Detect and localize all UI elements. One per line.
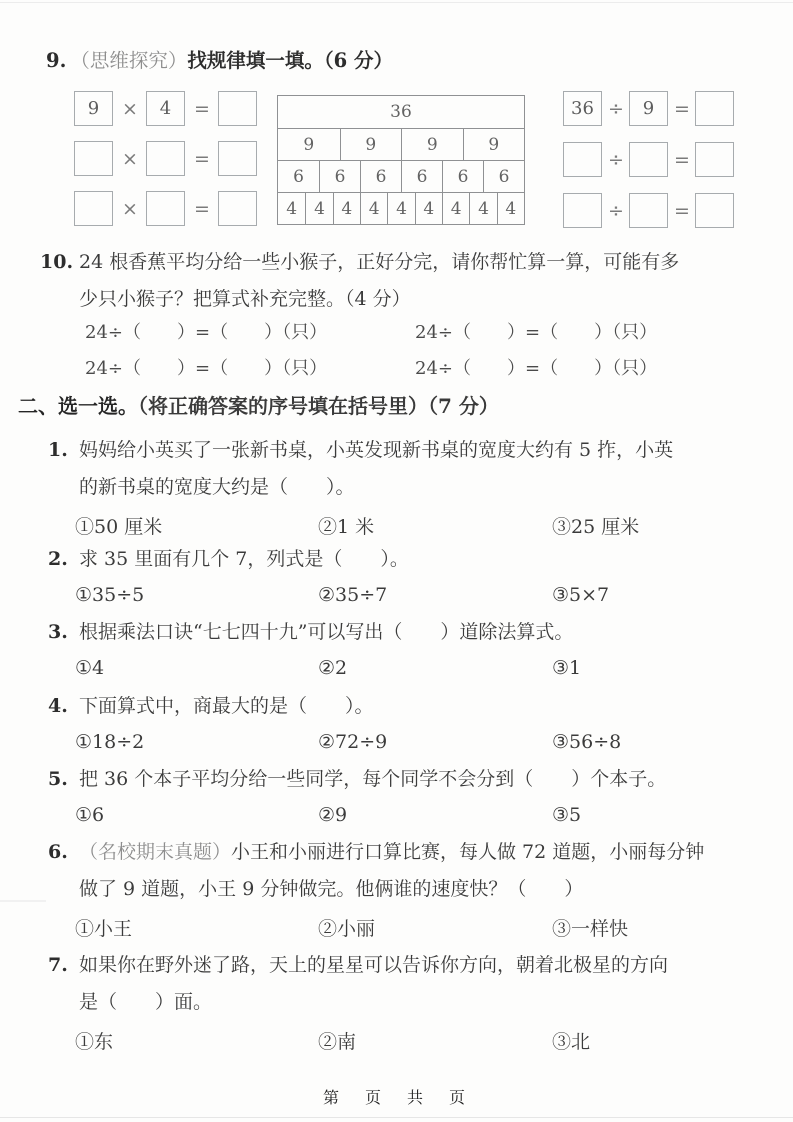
option-3: ③北 [552,1031,591,1053]
mult-row [74,91,257,126]
option-3: ③1 [552,657,582,679]
table-cell: 6 [360,160,401,192]
table-cell: 9 [463,128,525,160]
q10-blank-expression: 24÷（ ）=（ ）（只） [85,322,328,343]
question-text-line: 把 36 个本子平均分给一些同学，每个同学不会分到（ ）个本子。 [79,768,667,790]
option-3: ③56÷8 [552,731,622,753]
table-cell: 4 [469,192,496,224]
choice-question-5 [0,761,793,835]
answer-box [563,142,602,177]
question-text-line: 根据乘法口诀“七七四十九”可以写出（ ）道除法算式。 [79,621,574,643]
answer-box [695,193,734,228]
q10-blank-expression: 24÷（ ）=（ ）（只） [415,322,658,343]
question-number: 1. [48,439,68,461]
option-2: ②72÷9 [318,731,388,753]
option-1: ①6 [75,804,105,826]
table-cell: 9 [401,128,463,160]
options-row [0,651,793,688]
choice-question-7 [0,947,793,1058]
q10-text-line: 24 根香蕉平均分给一些小猴子，正好分完，请你帮忙算一算，可能有多 [79,251,680,273]
section-two-subtitle: （将正确答案的序号填在括号里）（7 分） [138,394,499,418]
option-1: ①35÷5 [75,584,145,606]
option-1: ①4 [75,657,105,679]
option-1: ①东 [75,1031,114,1053]
answer-box [629,193,668,228]
equals-symbol: = [674,199,690,222]
question-number: 5. [48,768,68,790]
table-cell: 9 [340,128,402,160]
equals-symbol: = [194,197,210,220]
option-2: ②35÷7 [318,584,388,606]
answer-box [74,141,113,176]
table-cell: 6 [278,160,319,192]
options-row [0,725,793,762]
q9-number: 9. [46,49,67,72]
equals-symbol: = [674,148,690,171]
answer-box [629,142,668,177]
factor-table [277,95,525,225]
options-row [0,798,793,835]
options-row [0,506,793,543]
multiply-symbol: × [122,97,138,120]
q10-number: 10. [40,251,74,273]
table-cell: 6 [442,160,483,192]
equals-symbol: = [194,97,210,120]
q9-points: （6 分） [323,49,393,72]
question-number: 4. [48,695,68,717]
scan-artifact-bottom [0,1117,793,1118]
scan-artifact-top [0,2,793,3]
option-3: ③一样快 [552,918,629,940]
answer-box: 36 [563,91,602,126]
option-1: ①小王 [75,918,133,940]
question-text-line: 的新书桌的宽度大约是（ ）。 [79,476,355,498]
table-cell: 6 [319,160,360,192]
question-number: 2. [48,548,68,570]
div-row [563,193,734,228]
q10-text-line: 少只小猴子？把算式补充完整。（4 分） [79,288,411,310]
option-2: ②9 [318,804,348,826]
answer-box [146,191,185,226]
table-cell: 4 [387,192,414,224]
question-number: 3. [48,621,68,643]
answer-box: 4 [146,91,185,126]
answer-box [218,91,257,126]
divide-symbol: ÷ [608,97,624,120]
answer-box [74,191,113,226]
choice-question-2 [0,541,793,615]
q10-blank-expression: 24÷（ ）=（ ）（只） [85,358,328,379]
option-3: ③25 厘米 [552,516,640,538]
answer-box [563,193,602,228]
question-number: 7. [48,954,68,976]
answer-box: 9 [74,91,113,126]
divide-symbol: ÷ [608,199,624,222]
equals-symbol: = [674,97,690,120]
page-footer: 第 页 共 页 [322,1088,470,1107]
question-text-line: 如果你在野外迷了路，天上的星星可以告诉你方向，朝着北极星的方向 [79,954,669,976]
question-text-line: 做了 9 道题，小王 9 分钟做完。他俩谁的速度快？（ ） [79,878,584,900]
section-two-heading [18,390,499,419]
q10-blank-expression: 24÷（ ）=（ ）（只） [415,358,658,379]
multiply-symbol: × [122,197,138,220]
option-1: ①50 厘米 [75,516,163,538]
answer-box [218,141,257,176]
options-row [0,578,793,615]
mult-row [74,141,257,176]
answer-box [695,142,734,177]
answer-box: 9 [629,91,668,126]
table-cell: 6 [483,160,524,192]
question-tag: （名校期末真题） [79,841,232,863]
choice-question-1 [0,432,793,543]
table-cell: 36 [390,102,412,122]
option-2: ②南 [318,1031,357,1053]
options-row [0,1021,793,1058]
q10-blanks [85,318,745,390]
table-cell: 4 [360,192,387,224]
question-text-line: 妈妈给小英买了一张新书桌，小英发现新书桌的宽度大约有 5 拃，小英 [79,439,674,461]
table-cell: 4 [497,192,524,224]
table-cell: 4 [278,192,305,224]
option-1: ①18÷2 [75,731,145,753]
options-row [0,908,793,945]
option-2: ②1 米 [318,516,375,538]
table-cell: 4 [442,192,469,224]
section-two-label: 二、选一选。 [18,394,138,418]
option-2: ②小丽 [318,918,376,940]
multiplication-group [74,91,257,241]
table-cell: 4 [333,192,360,224]
answer-box [695,91,734,126]
question-text-line: 是（ ）面。 [79,991,213,1013]
question-number: 6. [48,841,68,863]
question-text-line: 求 35 里面有几个 7，列式是（ ）。 [79,548,409,570]
div-row [563,91,734,126]
table-cell: 4 [305,192,332,224]
equals-symbol: = [194,147,210,170]
q9-heading [46,45,393,73]
mult-row [74,191,257,226]
div-row [563,142,734,177]
question-text-line: 下面算式中，商最大的是（ ）。 [79,695,374,717]
choice-question-3 [0,614,793,688]
q10-question [0,244,793,318]
division-group [563,91,734,244]
option-2: ②2 [318,657,348,679]
q9-title: 找规律填一填。 [187,49,324,72]
choice-question-4 [0,688,793,762]
answer-box [146,141,185,176]
answer-box [218,191,257,226]
option-3: ③5 [552,804,582,826]
option-3: ③5×7 [552,584,610,606]
divide-symbol: ÷ [608,148,624,171]
table-cell: 4 [415,192,442,224]
question-text-line: （名校期末真题）小王和小丽进行口算比赛，每人做 72 道题，小丽每分钟 [79,841,705,863]
table-cell: 9 [278,128,340,160]
table-cell: 6 [401,160,442,192]
multiply-symbol: × [122,147,138,170]
q9-tag: （思维探究） [70,49,188,72]
choice-question-6 [0,834,793,945]
